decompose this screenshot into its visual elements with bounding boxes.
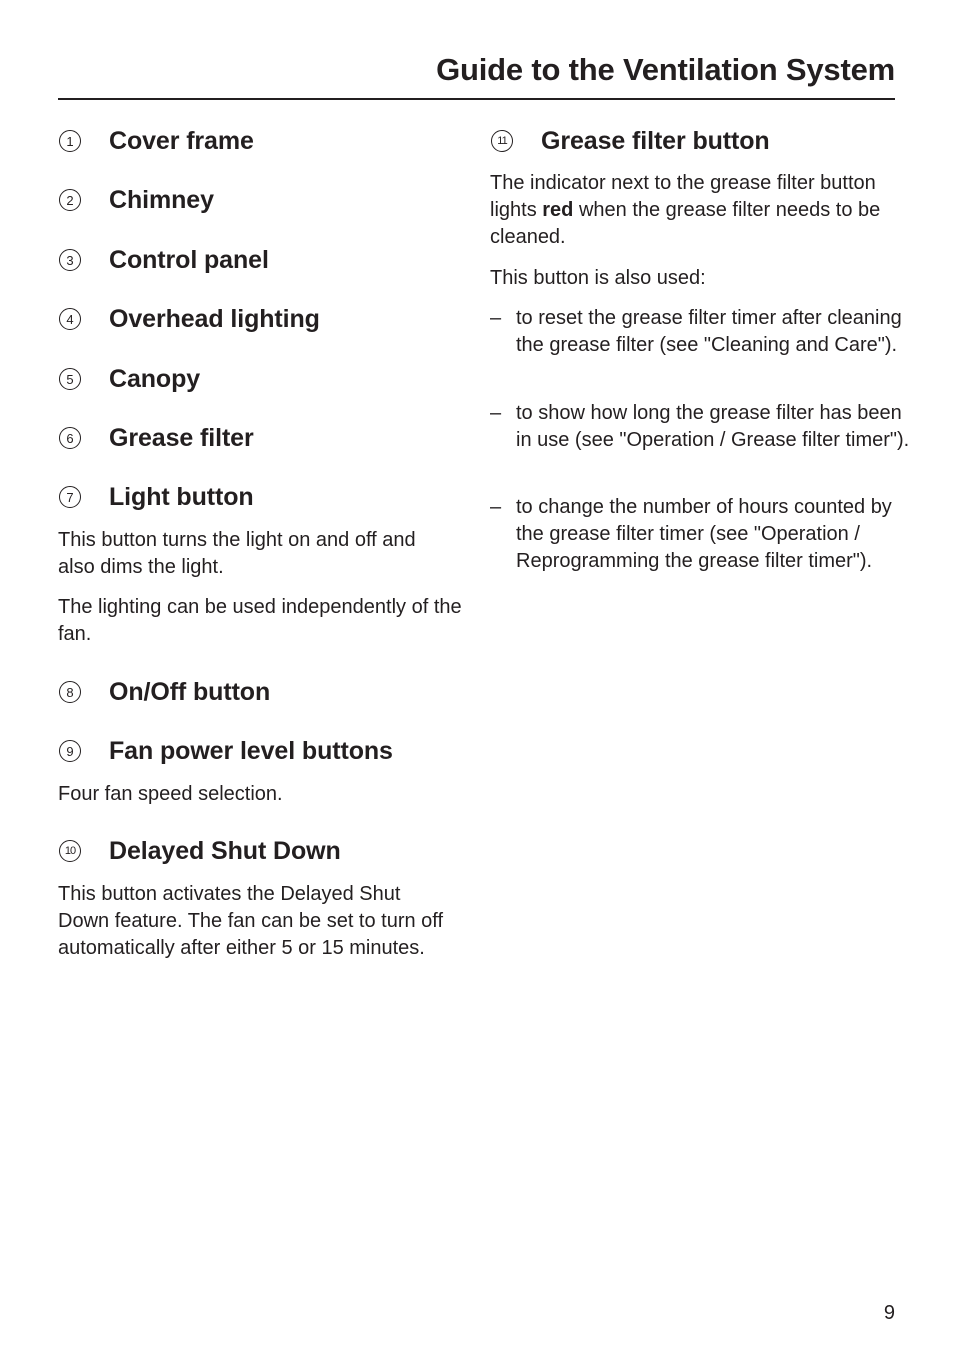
item-heading-chimney: Chimney — [109, 185, 214, 214]
item-number-7: 7 — [59, 486, 81, 508]
item-heading-grease-filter-button: Grease filter button — [541, 126, 770, 155]
indicator-color-word: red — [542, 199, 574, 221]
page-title: Guide to the Ventilation System — [436, 52, 895, 87]
light-button-description: This button turns the light on and off and also dims the light. — [58, 529, 416, 578]
indicator-text-after: when the grease filter needs to be cleaned. — [490, 199, 881, 248]
item-number-2: 2 — [59, 189, 81, 211]
item-number-4: 4 — [59, 308, 81, 330]
bullet-dash: – — [490, 402, 502, 424]
item-heading-overhead-lighting: Overhead lighting — [109, 304, 320, 333]
bullet-dash: – — [490, 307, 502, 329]
list-item — [490, 305, 910, 359]
light-button-note: The lighting can be used independently of the fan. — [58, 596, 462, 645]
item-heading-grease-filter: Grease filter — [109, 423, 254, 452]
item-grease-filter — [59, 421, 254, 455]
item-heading-fan-power-level-buttons: Fan power level buttons — [109, 736, 393, 765]
item-number-8: 8 — [59, 681, 81, 703]
item-number-10: 10 — [59, 840, 81, 862]
item-delayed-shut-down — [59, 834, 341, 868]
item-heading-on-off-button: On/Off button — [109, 677, 271, 706]
indicator-text-before: The indicator next to the grease filter button lights — [490, 172, 876, 221]
item-light-button — [59, 480, 254, 514]
page-number: 9 — [883, 1302, 895, 1324]
bullet-dash: – — [490, 496, 502, 518]
bullet-text: to reset the grease filter timer after cleaning the grease filter (see "Cleaning and Care"). — [516, 307, 902, 356]
list-item — [490, 400, 910, 454]
item-number-9: 9 — [59, 740, 81, 762]
item-heading-canopy: Canopy — [109, 364, 201, 393]
item-chimney — [59, 183, 214, 217]
item-heading-light-button: Light button — [109, 482, 254, 511]
item-canopy — [59, 362, 200, 396]
bullet-text: to change the number of hours counted by the grease filter timer (see "Operation / Reprogramming the grease filter timer"). — [516, 496, 892, 572]
item-heading-control-panel: Control panel — [109, 245, 269, 274]
grease-filter-indicator-description — [490, 170, 886, 251]
item-number-1: 1 — [59, 130, 81, 152]
item-heading-cover-frame: Cover frame — [109, 126, 254, 155]
item-number-11: 11 — [491, 130, 513, 152]
grease-filter-also-used: This button is also used: — [490, 267, 706, 289]
delayed-shut-down-description: This button activates the Delayed Shut Down feature. The fan can be set to turn off automatically after either 5 or 15 minutes. — [58, 883, 444, 959]
list-item — [490, 494, 910, 575]
fan-power-description: Four fan speed selection. — [58, 783, 283, 805]
item-cover-frame — [59, 124, 254, 158]
item-number-5: 5 — [59, 368, 81, 390]
title-divider — [58, 98, 895, 100]
item-overhead-lighting — [59, 302, 320, 336]
item-number-6: 6 — [59, 427, 81, 449]
item-on-off-button — [59, 675, 270, 709]
item-fan-power-level-buttons — [59, 734, 393, 768]
item-control-panel — [59, 243, 269, 277]
bullet-text: to show how long the grease filter has been in use (see "Operation / Grease filter timer"). — [516, 402, 910, 451]
item-heading-delayed-shut-down: Delayed Shut Down — [109, 836, 341, 865]
item-grease-filter-button — [491, 124, 770, 158]
item-number-3: 3 — [59, 249, 81, 271]
